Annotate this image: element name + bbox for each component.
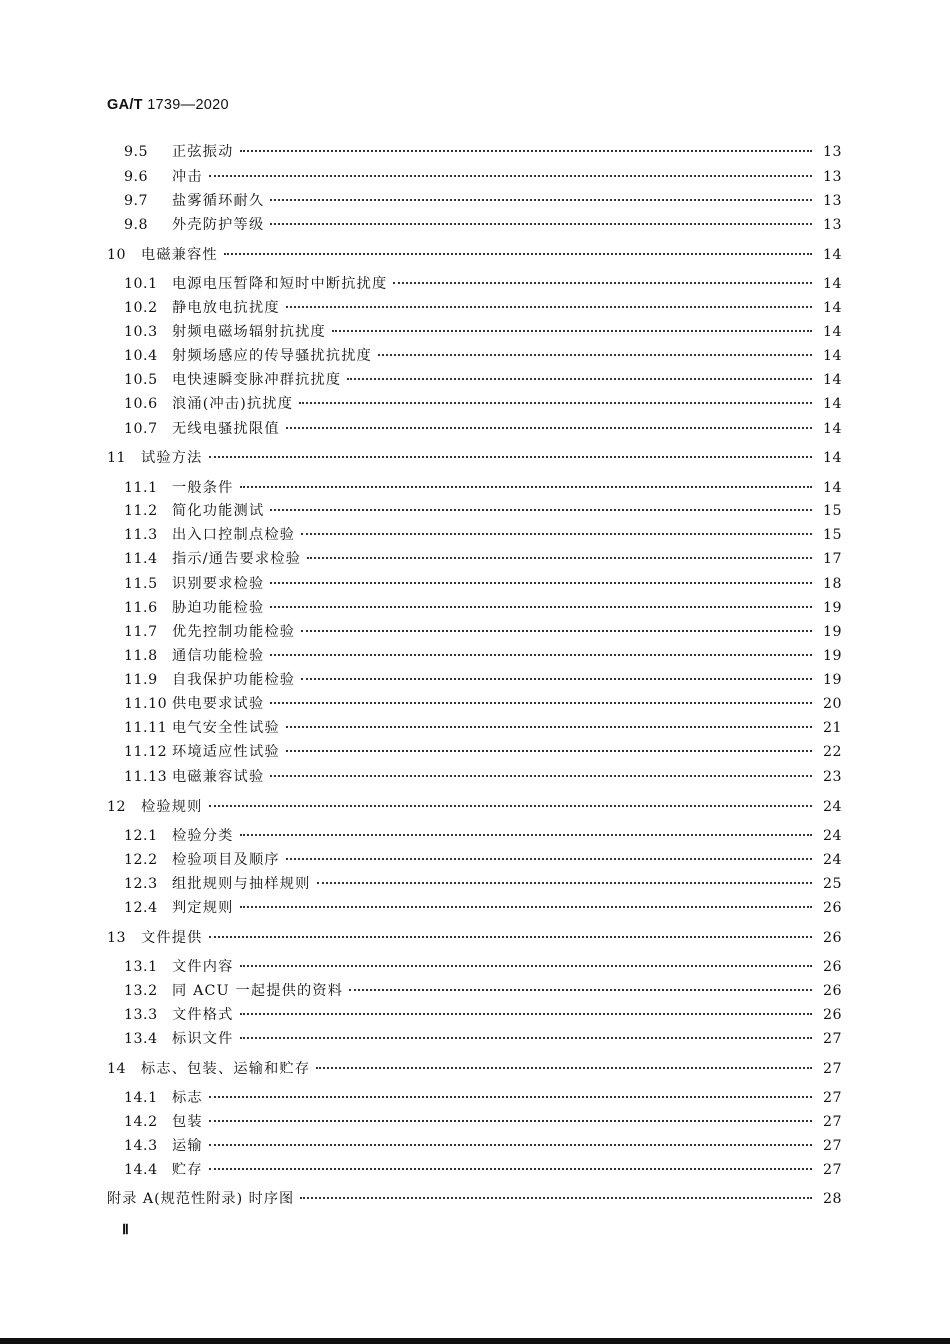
toc-entry[interactable] xyxy=(124,982,842,1000)
dot-leader xyxy=(349,989,812,991)
toc-title: 运输 xyxy=(172,1138,203,1154)
toc-entry[interactable] xyxy=(124,575,842,593)
toc-number: 9.5 xyxy=(124,144,149,160)
toc-entry[interactable] xyxy=(124,899,842,917)
toc-page-number: 27 xyxy=(822,1162,842,1178)
toc-number: 11 xyxy=(107,450,127,466)
toc-page-number: 24 xyxy=(822,799,842,815)
toc-number: 11.7 xyxy=(124,624,158,640)
toc-title: 电快速瞬变脉冲群抗扰度 xyxy=(172,372,342,388)
dot-leader xyxy=(209,1096,812,1098)
toc-title: 环境适应性试验 xyxy=(172,744,280,760)
toc-title: 同 ACU 一起提供的资料 xyxy=(172,983,344,999)
toc-page-number: 14 xyxy=(822,276,842,292)
toc-page-number: 13 xyxy=(822,193,842,209)
toc-page-number: 27 xyxy=(822,1061,842,1077)
dot-leader xyxy=(332,330,812,332)
toc-number: 11.4 xyxy=(124,551,158,567)
toc-page-number: 18 xyxy=(822,576,842,592)
toc-number: 11.6 xyxy=(124,600,158,616)
dot-leader xyxy=(270,654,812,656)
toc-chapter[interactable] xyxy=(107,798,842,816)
dot-leader xyxy=(286,750,812,752)
toc-page-number: 19 xyxy=(822,600,842,616)
toc-page-number: 22 xyxy=(822,744,842,760)
toc-number: 14.1 xyxy=(124,1090,158,1106)
dot-leader xyxy=(209,805,812,807)
dot-leader xyxy=(240,1013,812,1015)
toc-entry[interactable] xyxy=(124,371,842,389)
toc-title: 贮存 xyxy=(172,1162,203,1178)
toc-number: 13 xyxy=(107,930,127,946)
toc-number: 12 xyxy=(107,799,127,815)
toc-entry[interactable] xyxy=(124,768,842,786)
toc-number: 10.6 xyxy=(124,396,158,412)
toc-entry[interactable] xyxy=(124,647,842,665)
toc-page-number: 13 xyxy=(822,217,842,233)
toc-title: 通信功能检验 xyxy=(172,648,265,664)
toc-title: 优先控制功能检验 xyxy=(172,624,296,640)
toc-page-number: 17 xyxy=(822,551,842,567)
toc-number: 12.1 xyxy=(124,828,158,844)
toc-number: 11.8 xyxy=(124,648,158,664)
toc-number: 11.13 xyxy=(124,769,168,785)
toc-number: 11.9 xyxy=(124,672,158,688)
toc-number: 11.10 xyxy=(124,696,168,712)
toc-title: 无线电骚扰限值 xyxy=(172,421,280,437)
dot-leader xyxy=(317,882,813,884)
toc-number: 11.12 xyxy=(124,744,168,760)
toc-title: 电磁兼容试验 xyxy=(172,769,265,785)
toc-number: 11.2 xyxy=(124,503,158,519)
toc-title: 检验项目及顺序 xyxy=(172,852,280,868)
toc-title: 外壳防护等级 xyxy=(172,217,265,233)
toc-entry[interactable] xyxy=(124,395,842,413)
toc-number: 10.2 xyxy=(124,300,158,316)
toc-entry[interactable] xyxy=(124,623,842,641)
toc-entry[interactable] xyxy=(124,550,842,568)
toc-entry[interactable] xyxy=(124,1161,842,1179)
toc-title: 判定规则 xyxy=(172,900,234,916)
toc-title: 附录 A(规范性附录) 时序图 xyxy=(107,1191,295,1207)
toc-number: 9.8 xyxy=(124,217,149,233)
toc-page-number: 26 xyxy=(822,930,842,946)
toc-page-number: 28 xyxy=(822,1191,842,1207)
toc-title: 出入口控制点检验 xyxy=(172,527,296,543)
toc-page-number: 14 xyxy=(822,450,842,466)
toc-page-number: 26 xyxy=(822,900,842,916)
toc-title: 检验分类 xyxy=(172,828,234,844)
toc-number: 14.3 xyxy=(124,1138,158,1154)
toc-page-number: 21 xyxy=(822,720,842,736)
dot-leader xyxy=(209,1168,812,1170)
toc-title: 冲击 xyxy=(172,169,203,185)
toc-page-number: 14 xyxy=(822,247,842,263)
toc-chapter[interactable] xyxy=(107,246,842,264)
toc-number: 11.1 xyxy=(124,480,158,496)
toc-title: 识别要求检验 xyxy=(172,576,265,592)
dot-leader xyxy=(286,306,812,308)
dot-leader xyxy=(299,402,812,404)
toc-page-number: 25 xyxy=(822,876,842,892)
dot-leader xyxy=(224,253,812,255)
toc-page-number: 19 xyxy=(822,648,842,664)
toc-number: 10.1 xyxy=(124,276,158,292)
toc-title: 简化功能测试 xyxy=(172,503,265,519)
toc-number: 11.11 xyxy=(124,720,168,736)
toc-page-number: 19 xyxy=(822,672,842,688)
dot-leader xyxy=(316,1067,812,1069)
dot-leader xyxy=(240,906,812,908)
toc-page-number: 13 xyxy=(822,144,842,160)
toc-entry[interactable] xyxy=(124,827,842,845)
dot-leader xyxy=(240,834,812,836)
toc-title: 正弦振动 xyxy=(172,144,234,160)
toc-page-number: 13 xyxy=(822,169,842,185)
dot-leader xyxy=(209,1120,812,1122)
standard-number: 1739—2020 xyxy=(147,97,229,113)
toc-entry[interactable] xyxy=(124,502,842,520)
dot-leader xyxy=(286,427,812,429)
toc-number: 9.6 xyxy=(124,169,149,185)
toc-number: 13.2 xyxy=(124,983,158,999)
toc-page-number: 27 xyxy=(822,1138,842,1154)
toc-entry[interactable] xyxy=(124,719,842,737)
toc-title: 一般条件 xyxy=(172,480,234,496)
toc-entry[interactable] xyxy=(124,323,842,341)
dot-leader xyxy=(347,378,812,380)
toc-page-number: 15 xyxy=(822,527,842,543)
toc-number: 10.7 xyxy=(124,421,158,437)
dot-leader xyxy=(270,702,812,704)
dot-leader xyxy=(240,150,812,152)
toc-chapter[interactable] xyxy=(107,1060,842,1078)
toc-title: 供电要求试验 xyxy=(172,696,265,712)
dot-leader xyxy=(240,486,812,488)
toc-entry[interactable] xyxy=(124,216,842,234)
toc-entry[interactable] xyxy=(124,695,842,713)
dot-leader xyxy=(270,199,812,201)
toc-page-number: 24 xyxy=(822,852,842,868)
toc-page-number: 15 xyxy=(822,503,842,519)
bottom-rule xyxy=(0,1338,950,1344)
toc-title: 标志 xyxy=(172,1090,203,1106)
toc-entry[interactable] xyxy=(124,299,842,317)
toc-page-number: 27 xyxy=(822,1090,842,1106)
toc-page-number: 14 xyxy=(822,348,842,364)
toc-page-number: 26 xyxy=(822,1007,842,1023)
page-number-footer: Ⅱ xyxy=(122,1223,129,1238)
toc-title: 文件格式 xyxy=(172,1007,234,1023)
dot-leader xyxy=(240,965,812,967)
toc-page-number: 20 xyxy=(822,696,842,712)
toc-page-number: 26 xyxy=(822,983,842,999)
toc-title: 电气安全性试验 xyxy=(172,720,280,736)
toc-page-number: 14 xyxy=(822,480,842,496)
toc-number: 12.3 xyxy=(124,876,158,892)
toc-entry[interactable] xyxy=(124,143,842,161)
toc-entry[interactable] xyxy=(124,1137,842,1155)
standard-code: GA/T xyxy=(107,97,143,113)
dot-leader xyxy=(393,282,812,284)
toc-entry[interactable] xyxy=(124,192,842,210)
toc-page-number: 14 xyxy=(822,324,842,340)
toc-entry[interactable] xyxy=(124,875,842,893)
toc-page-number: 24 xyxy=(822,828,842,844)
toc-number: 10.4 xyxy=(124,348,158,364)
toc-appendix[interactable] xyxy=(107,1190,842,1208)
toc-number: 10 xyxy=(107,247,127,263)
toc-page-number: 14 xyxy=(822,421,842,437)
toc-title: 标志、包装、运输和贮存 xyxy=(141,1061,311,1077)
toc-entry[interactable] xyxy=(124,671,842,689)
dot-leader xyxy=(378,354,812,356)
toc-page-number: 27 xyxy=(822,1031,842,1047)
toc-number: 12.2 xyxy=(124,852,158,868)
dot-leader xyxy=(270,509,812,511)
toc-number: 14.4 xyxy=(124,1162,158,1178)
toc-title: 电磁兼容性 xyxy=(141,247,218,263)
dot-leader xyxy=(240,1037,812,1039)
dot-leader xyxy=(209,456,812,458)
toc-entry[interactable] xyxy=(124,275,842,293)
toc-title: 组批规则与抽样规则 xyxy=(172,876,311,892)
toc-number: 13.1 xyxy=(124,959,158,975)
toc-entry[interactable] xyxy=(124,743,842,761)
toc-title: 浪涌(冲击)抗扰度 xyxy=(172,396,294,412)
dot-leader xyxy=(270,775,812,777)
toc-title: 试验方法 xyxy=(141,450,203,466)
toc-chapter[interactable] xyxy=(107,449,842,467)
toc-page-number: 26 xyxy=(822,959,842,975)
dot-leader xyxy=(209,1144,812,1146)
toc-title: 自我保护功能检验 xyxy=(172,672,296,688)
dot-leader xyxy=(270,223,812,225)
toc-title: 文件内容 xyxy=(172,959,234,975)
dot-leader xyxy=(270,606,812,608)
toc-number: 11.3 xyxy=(124,527,158,543)
dot-leader xyxy=(209,936,812,938)
toc-title: 静电放电抗扰度 xyxy=(172,300,280,316)
toc-entry[interactable] xyxy=(124,1113,842,1131)
toc-entry[interactable] xyxy=(124,1089,842,1107)
toc-page-number: 14 xyxy=(822,396,842,412)
toc-entry[interactable] xyxy=(124,958,842,976)
toc-title: 胁迫功能检验 xyxy=(172,600,265,616)
toc-page-number: 27 xyxy=(822,1114,842,1130)
toc-title: 电源电压暂降和短时中断抗扰度 xyxy=(172,276,388,292)
document-header xyxy=(107,97,229,113)
toc-entry[interactable] xyxy=(124,420,842,438)
toc-number: 10.3 xyxy=(124,324,158,340)
dot-leader xyxy=(286,726,812,728)
toc-title: 射频场感应的传导骚扰抗扰度 xyxy=(172,348,373,364)
dot-leader xyxy=(300,1197,812,1199)
dot-leader xyxy=(270,582,812,584)
toc-entry[interactable] xyxy=(124,599,842,617)
toc-title: 指示/通告要求检验 xyxy=(172,551,302,567)
toc-entry[interactable] xyxy=(124,479,842,497)
dot-leader xyxy=(307,557,812,559)
toc-title: 标识文件 xyxy=(172,1031,234,1047)
toc-title: 包装 xyxy=(172,1114,203,1130)
toc-number: 13.4 xyxy=(124,1031,158,1047)
toc-entry[interactable] xyxy=(124,1030,842,1048)
toc-number: 10.5 xyxy=(124,372,158,388)
toc-entry[interactable] xyxy=(124,851,842,869)
toc-entry[interactable] xyxy=(124,347,842,365)
toc-title: 射频电磁场辐射抗扰度 xyxy=(172,324,326,340)
toc-title: 盐雾循环耐久 xyxy=(172,193,265,209)
toc-entry[interactable] xyxy=(124,1006,842,1024)
dot-leader xyxy=(209,175,812,177)
dot-leader xyxy=(301,630,812,632)
toc-title: 检验规则 xyxy=(141,799,203,815)
toc-number: 13.3 xyxy=(124,1007,158,1023)
toc-page-number: 19 xyxy=(822,624,842,640)
toc-page-number: 14 xyxy=(822,372,842,388)
toc-chapter[interactable] xyxy=(107,929,842,947)
toc-title: 文件提供 xyxy=(141,930,203,946)
dot-leader xyxy=(301,533,812,535)
toc-entry[interactable] xyxy=(124,168,842,186)
toc-number: 9.7 xyxy=(124,193,149,209)
toc-entry[interactable] xyxy=(124,526,842,544)
toc-number: 14 xyxy=(107,1061,127,1077)
toc-number: 14.2 xyxy=(124,1114,158,1130)
toc-page-number: 14 xyxy=(822,300,842,316)
dot-leader xyxy=(286,858,812,860)
dot-leader xyxy=(301,678,812,680)
toc-page-number: 23 xyxy=(822,769,842,785)
toc-number: 12.4 xyxy=(124,900,158,916)
toc-number: 11.5 xyxy=(124,576,158,592)
